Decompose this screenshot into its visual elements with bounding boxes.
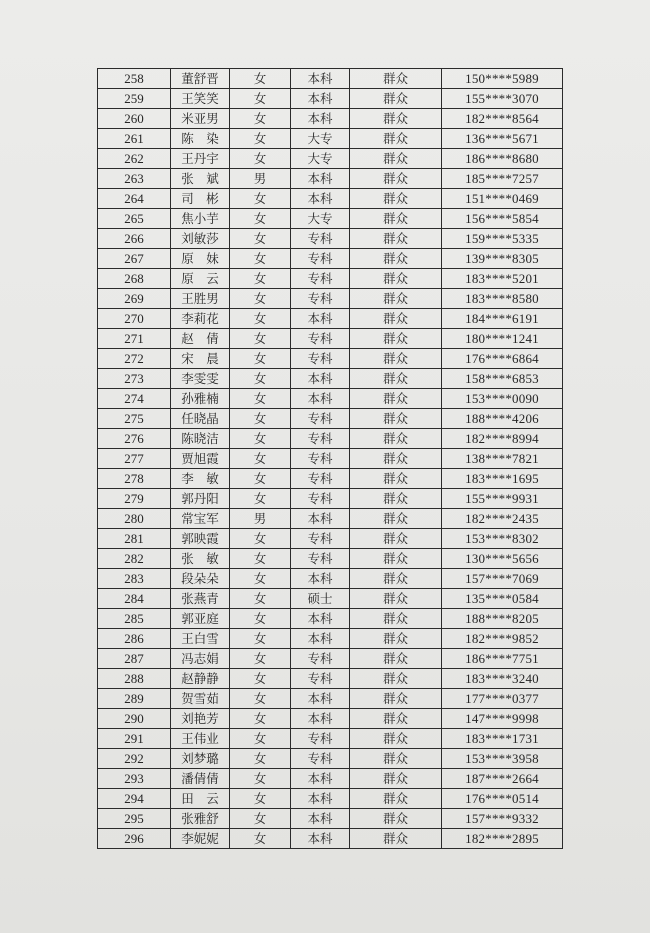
education-cell: 本科 bbox=[291, 609, 350, 629]
name-cell: 赵静静 bbox=[171, 669, 230, 689]
table-row bbox=[98, 769, 563, 789]
political-status-cell: 群众 bbox=[350, 309, 442, 329]
education-cell: 专科 bbox=[291, 249, 350, 269]
phone-cell: 176****0514 bbox=[442, 789, 563, 809]
table-row bbox=[98, 349, 563, 369]
phone-cell: 153****8302 bbox=[442, 529, 563, 549]
row-number: 282 bbox=[98, 549, 171, 569]
row-number: 264 bbox=[98, 189, 171, 209]
table-row bbox=[98, 289, 563, 309]
table-row bbox=[98, 449, 563, 469]
name-cell: 王丹宇 bbox=[171, 149, 230, 169]
phone-cell: 182****2435 bbox=[442, 509, 563, 529]
name-cell: 张雅舒 bbox=[171, 809, 230, 829]
name-cell: 原 妹 bbox=[171, 249, 230, 269]
name-cell: 贾旭霞 bbox=[171, 449, 230, 469]
education-cell: 硕士 bbox=[291, 589, 350, 609]
education-cell: 大专 bbox=[291, 129, 350, 149]
row-number: 269 bbox=[98, 289, 171, 309]
gender-cell: 女 bbox=[230, 589, 291, 609]
name-cell: 焦小芋 bbox=[171, 209, 230, 229]
phone-cell: 186****8680 bbox=[442, 149, 563, 169]
row-number: 260 bbox=[98, 109, 171, 129]
education-cell: 专科 bbox=[291, 229, 350, 249]
phone-cell: 156****5854 bbox=[442, 209, 563, 229]
table-row bbox=[98, 229, 563, 249]
political-status-cell: 群众 bbox=[350, 749, 442, 769]
political-status-cell: 群众 bbox=[350, 569, 442, 589]
phone-cell: 138****7821 bbox=[442, 449, 563, 469]
political-status-cell: 群众 bbox=[350, 809, 442, 829]
name-cell: 孙雅楠 bbox=[171, 389, 230, 409]
row-number: 275 bbox=[98, 409, 171, 429]
political-status-cell: 群众 bbox=[350, 249, 442, 269]
gender-cell: 女 bbox=[230, 469, 291, 489]
political-status-cell: 群众 bbox=[350, 729, 442, 749]
education-cell: 专科 bbox=[291, 649, 350, 669]
education-cell: 专科 bbox=[291, 529, 350, 549]
name-cell: 赵 倩 bbox=[171, 329, 230, 349]
row-number: 279 bbox=[98, 489, 171, 509]
name-cell: 冯志娟 bbox=[171, 649, 230, 669]
political-status-cell: 群众 bbox=[350, 109, 442, 129]
gender-cell: 女 bbox=[230, 769, 291, 789]
political-status-cell: 群众 bbox=[350, 689, 442, 709]
name-cell: 张 敏 bbox=[171, 549, 230, 569]
education-cell: 专科 bbox=[291, 489, 350, 509]
name-cell: 郭映霞 bbox=[171, 529, 230, 549]
name-cell: 司 彬 bbox=[171, 189, 230, 209]
name-cell: 董舒晋 bbox=[171, 69, 230, 89]
phone-cell: 158****6853 bbox=[442, 369, 563, 389]
table-row bbox=[98, 89, 563, 109]
row-number: 261 bbox=[98, 129, 171, 149]
political-status-cell: 群众 bbox=[350, 89, 442, 109]
education-cell: 本科 bbox=[291, 309, 350, 329]
gender-cell: 女 bbox=[230, 109, 291, 129]
table-row bbox=[98, 809, 563, 829]
row-number: 291 bbox=[98, 729, 171, 749]
phone-cell: 183****1731 bbox=[442, 729, 563, 749]
political-status-cell: 群众 bbox=[350, 189, 442, 209]
education-cell: 本科 bbox=[291, 169, 350, 189]
gender-cell: 女 bbox=[230, 729, 291, 749]
row-number: 271 bbox=[98, 329, 171, 349]
table-row bbox=[98, 169, 563, 189]
table-row bbox=[98, 409, 563, 429]
political-status-cell: 群众 bbox=[350, 449, 442, 469]
name-cell: 王伟业 bbox=[171, 729, 230, 749]
political-status-cell: 群众 bbox=[350, 629, 442, 649]
table-row bbox=[98, 369, 563, 389]
phone-cell: 187****2664 bbox=[442, 769, 563, 789]
row-number: 274 bbox=[98, 389, 171, 409]
name-cell: 王白雪 bbox=[171, 629, 230, 649]
table-row bbox=[98, 529, 563, 549]
row-number: 278 bbox=[98, 469, 171, 489]
table-row bbox=[98, 789, 563, 809]
political-status-cell: 群众 bbox=[350, 649, 442, 669]
gender-cell: 女 bbox=[230, 289, 291, 309]
political-status-cell: 群众 bbox=[350, 589, 442, 609]
phone-cell: 177****0377 bbox=[442, 689, 563, 709]
name-cell: 王胜男 bbox=[171, 289, 230, 309]
table-row bbox=[98, 709, 563, 729]
phone-cell: 180****1241 bbox=[442, 329, 563, 349]
row-number: 267 bbox=[98, 249, 171, 269]
gender-cell: 女 bbox=[230, 609, 291, 629]
education-cell: 专科 bbox=[291, 469, 350, 489]
row-number: 258 bbox=[98, 69, 171, 89]
education-cell: 专科 bbox=[291, 289, 350, 309]
education-cell: 大专 bbox=[291, 149, 350, 169]
roster-table bbox=[97, 68, 563, 849]
phone-cell: 155****3070 bbox=[442, 89, 563, 109]
table-row bbox=[98, 489, 563, 509]
table-row bbox=[98, 329, 563, 349]
table-row bbox=[98, 829, 563, 849]
phone-cell: 147****9998 bbox=[442, 709, 563, 729]
table-row bbox=[98, 749, 563, 769]
political-status-cell: 群众 bbox=[350, 329, 442, 349]
table-row bbox=[98, 269, 563, 289]
gender-cell: 女 bbox=[230, 309, 291, 329]
gender-cell: 女 bbox=[230, 389, 291, 409]
name-cell: 王笑笑 bbox=[171, 89, 230, 109]
education-cell: 专科 bbox=[291, 409, 350, 429]
name-cell: 刘敏莎 bbox=[171, 229, 230, 249]
political-status-cell: 群众 bbox=[350, 229, 442, 249]
education-cell: 本科 bbox=[291, 789, 350, 809]
row-number: 270 bbox=[98, 309, 171, 329]
phone-cell: 182****8564 bbox=[442, 109, 563, 129]
gender-cell: 女 bbox=[230, 349, 291, 369]
gender-cell: 女 bbox=[230, 449, 291, 469]
gender-cell: 女 bbox=[230, 529, 291, 549]
table-row bbox=[98, 649, 563, 669]
political-status-cell: 群众 bbox=[350, 429, 442, 449]
name-cell: 田 云 bbox=[171, 789, 230, 809]
gender-cell: 女 bbox=[230, 69, 291, 89]
phone-cell: 153****3958 bbox=[442, 749, 563, 769]
political-status-cell: 群众 bbox=[350, 69, 442, 89]
education-cell: 专科 bbox=[291, 349, 350, 369]
education-cell: 专科 bbox=[291, 329, 350, 349]
name-cell: 郭亚庭 bbox=[171, 609, 230, 629]
row-number: 296 bbox=[98, 829, 171, 849]
table-row bbox=[98, 109, 563, 129]
phone-cell: 176****6864 bbox=[442, 349, 563, 369]
row-number: 292 bbox=[98, 749, 171, 769]
political-status-cell: 群众 bbox=[350, 549, 442, 569]
education-cell: 专科 bbox=[291, 669, 350, 689]
political-status-cell: 群众 bbox=[350, 169, 442, 189]
gender-cell: 女 bbox=[230, 689, 291, 709]
table-row bbox=[98, 569, 563, 589]
name-cell: 潘倩倩 bbox=[171, 769, 230, 789]
gender-cell: 女 bbox=[230, 549, 291, 569]
row-number: 295 bbox=[98, 809, 171, 829]
table-row bbox=[98, 469, 563, 489]
row-number: 280 bbox=[98, 509, 171, 529]
education-cell: 本科 bbox=[291, 689, 350, 709]
education-cell: 本科 bbox=[291, 709, 350, 729]
education-cell: 本科 bbox=[291, 69, 350, 89]
table-row bbox=[98, 249, 563, 269]
name-cell: 任晓晶 bbox=[171, 409, 230, 429]
name-cell: 陈 染 bbox=[171, 129, 230, 149]
gender-cell: 女 bbox=[230, 429, 291, 449]
name-cell: 张 斌 bbox=[171, 169, 230, 189]
education-cell: 专科 bbox=[291, 749, 350, 769]
political-status-cell: 群众 bbox=[350, 469, 442, 489]
political-status-cell: 群众 bbox=[350, 609, 442, 629]
political-status-cell: 群众 bbox=[350, 829, 442, 849]
row-number: 265 bbox=[98, 209, 171, 229]
phone-cell: 155****9931 bbox=[442, 489, 563, 509]
row-number: 276 bbox=[98, 429, 171, 449]
row-number: 283 bbox=[98, 569, 171, 589]
phone-cell: 183****1695 bbox=[442, 469, 563, 489]
row-number: 289 bbox=[98, 689, 171, 709]
gender-cell: 女 bbox=[230, 569, 291, 589]
phone-cell: 135****0584 bbox=[442, 589, 563, 609]
row-number: 294 bbox=[98, 789, 171, 809]
political-status-cell: 群众 bbox=[350, 529, 442, 549]
gender-cell: 女 bbox=[230, 809, 291, 829]
name-cell: 原 云 bbox=[171, 269, 230, 289]
name-cell: 刘梦璐 bbox=[171, 749, 230, 769]
education-cell: 专科 bbox=[291, 449, 350, 469]
table-row bbox=[98, 589, 563, 609]
political-status-cell: 群众 bbox=[350, 709, 442, 729]
row-number: 266 bbox=[98, 229, 171, 249]
political-status-cell: 群众 bbox=[350, 209, 442, 229]
phone-cell: 183****3240 bbox=[442, 669, 563, 689]
gender-cell: 女 bbox=[230, 89, 291, 109]
name-cell: 宋 晨 bbox=[171, 349, 230, 369]
name-cell: 李雯雯 bbox=[171, 369, 230, 389]
education-cell: 本科 bbox=[291, 89, 350, 109]
education-cell: 本科 bbox=[291, 569, 350, 589]
name-cell: 段朵朵 bbox=[171, 569, 230, 589]
gender-cell: 男 bbox=[230, 169, 291, 189]
gender-cell: 女 bbox=[230, 489, 291, 509]
table-row bbox=[98, 629, 563, 649]
table-row bbox=[98, 509, 563, 529]
phone-cell: 183****5201 bbox=[442, 269, 563, 289]
gender-cell: 女 bbox=[230, 209, 291, 229]
political-status-cell: 群众 bbox=[350, 789, 442, 809]
phone-cell: 182****8994 bbox=[442, 429, 563, 449]
political-status-cell: 群众 bbox=[350, 389, 442, 409]
name-cell: 刘艳芳 bbox=[171, 709, 230, 729]
political-status-cell: 群众 bbox=[350, 489, 442, 509]
gender-cell: 女 bbox=[230, 749, 291, 769]
education-cell: 专科 bbox=[291, 429, 350, 449]
row-number: 281 bbox=[98, 529, 171, 549]
row-number: 290 bbox=[98, 709, 171, 729]
political-status-cell: 群众 bbox=[350, 349, 442, 369]
political-status-cell: 群众 bbox=[350, 269, 442, 289]
name-cell: 陈晓洁 bbox=[171, 429, 230, 449]
row-number: 284 bbox=[98, 589, 171, 609]
gender-cell: 女 bbox=[230, 409, 291, 429]
gender-cell: 女 bbox=[230, 709, 291, 729]
phone-cell: 186****7751 bbox=[442, 649, 563, 669]
table-row bbox=[98, 669, 563, 689]
row-number: 285 bbox=[98, 609, 171, 629]
row-number: 288 bbox=[98, 669, 171, 689]
education-cell: 专科 bbox=[291, 269, 350, 289]
gender-cell: 女 bbox=[230, 369, 291, 389]
row-number: 268 bbox=[98, 269, 171, 289]
education-cell: 专科 bbox=[291, 729, 350, 749]
table-row bbox=[98, 309, 563, 329]
row-number: 262 bbox=[98, 149, 171, 169]
education-cell: 大专 bbox=[291, 209, 350, 229]
political-status-cell: 群众 bbox=[350, 509, 442, 529]
gender-cell: 女 bbox=[230, 829, 291, 849]
name-cell: 贺雪茹 bbox=[171, 689, 230, 709]
phone-cell: 185****7257 bbox=[442, 169, 563, 189]
phone-cell: 184****6191 bbox=[442, 309, 563, 329]
row-number: 272 bbox=[98, 349, 171, 369]
political-status-cell: 群众 bbox=[350, 669, 442, 689]
gender-cell: 女 bbox=[230, 229, 291, 249]
phone-cell: 188****4206 bbox=[442, 409, 563, 429]
political-status-cell: 群众 bbox=[350, 769, 442, 789]
political-status-cell: 群众 bbox=[350, 409, 442, 429]
name-cell: 郭丹阳 bbox=[171, 489, 230, 509]
phone-cell: 183****8580 bbox=[442, 289, 563, 309]
table-row bbox=[98, 609, 563, 629]
table-row bbox=[98, 209, 563, 229]
name-cell: 米亚男 bbox=[171, 109, 230, 129]
education-cell: 本科 bbox=[291, 389, 350, 409]
phone-cell: 188****8205 bbox=[442, 609, 563, 629]
gender-cell: 女 bbox=[230, 149, 291, 169]
phone-cell: 150****5989 bbox=[442, 69, 563, 89]
phone-cell: 182****2895 bbox=[442, 829, 563, 849]
education-cell: 本科 bbox=[291, 809, 350, 829]
row-number: 293 bbox=[98, 769, 171, 789]
table-row bbox=[98, 429, 563, 449]
table-row bbox=[98, 189, 563, 209]
gender-cell: 女 bbox=[230, 649, 291, 669]
row-number: 277 bbox=[98, 449, 171, 469]
name-cell: 常宝军 bbox=[171, 509, 230, 529]
phone-cell: 159****5335 bbox=[442, 229, 563, 249]
political-status-cell: 群众 bbox=[350, 369, 442, 389]
education-cell: 本科 bbox=[291, 829, 350, 849]
education-cell: 本科 bbox=[291, 369, 350, 389]
name-cell: 李妮妮 bbox=[171, 829, 230, 849]
table-row bbox=[98, 549, 563, 569]
gender-cell: 女 bbox=[230, 189, 291, 209]
table-row bbox=[98, 129, 563, 149]
education-cell: 本科 bbox=[291, 189, 350, 209]
phone-cell: 130****5656 bbox=[442, 549, 563, 569]
name-cell: 李 敏 bbox=[171, 469, 230, 489]
political-status-cell: 群众 bbox=[350, 129, 442, 149]
gender-cell: 女 bbox=[230, 129, 291, 149]
table-row bbox=[98, 149, 563, 169]
row-number: 259 bbox=[98, 89, 171, 109]
education-cell: 本科 bbox=[291, 109, 350, 129]
row-number: 273 bbox=[98, 369, 171, 389]
gender-cell: 女 bbox=[230, 629, 291, 649]
political-status-cell: 群众 bbox=[350, 149, 442, 169]
political-status-cell: 群众 bbox=[350, 289, 442, 309]
table-row bbox=[98, 69, 563, 89]
gender-cell: 女 bbox=[230, 329, 291, 349]
phone-cell: 136****5671 bbox=[442, 129, 563, 149]
education-cell: 专科 bbox=[291, 549, 350, 569]
name-cell: 李莉花 bbox=[171, 309, 230, 329]
phone-cell: 182****9852 bbox=[442, 629, 563, 649]
gender-cell: 女 bbox=[230, 669, 291, 689]
table-row bbox=[98, 689, 563, 709]
table-row bbox=[98, 729, 563, 749]
phone-cell: 139****8305 bbox=[442, 249, 563, 269]
row-number: 263 bbox=[98, 169, 171, 189]
gender-cell: 男 bbox=[230, 509, 291, 529]
education-cell: 本科 bbox=[291, 509, 350, 529]
phone-cell: 153****0090 bbox=[442, 389, 563, 409]
phone-cell: 157****7069 bbox=[442, 569, 563, 589]
phone-cell: 157****9332 bbox=[442, 809, 563, 829]
row-number: 287 bbox=[98, 649, 171, 669]
gender-cell: 女 bbox=[230, 249, 291, 269]
phone-cell: 151****0469 bbox=[442, 189, 563, 209]
education-cell: 本科 bbox=[291, 629, 350, 649]
name-cell: 张燕青 bbox=[171, 589, 230, 609]
gender-cell: 女 bbox=[230, 269, 291, 289]
table-row bbox=[98, 389, 563, 409]
row-number: 286 bbox=[98, 629, 171, 649]
gender-cell: 女 bbox=[230, 789, 291, 809]
education-cell: 本科 bbox=[291, 769, 350, 789]
